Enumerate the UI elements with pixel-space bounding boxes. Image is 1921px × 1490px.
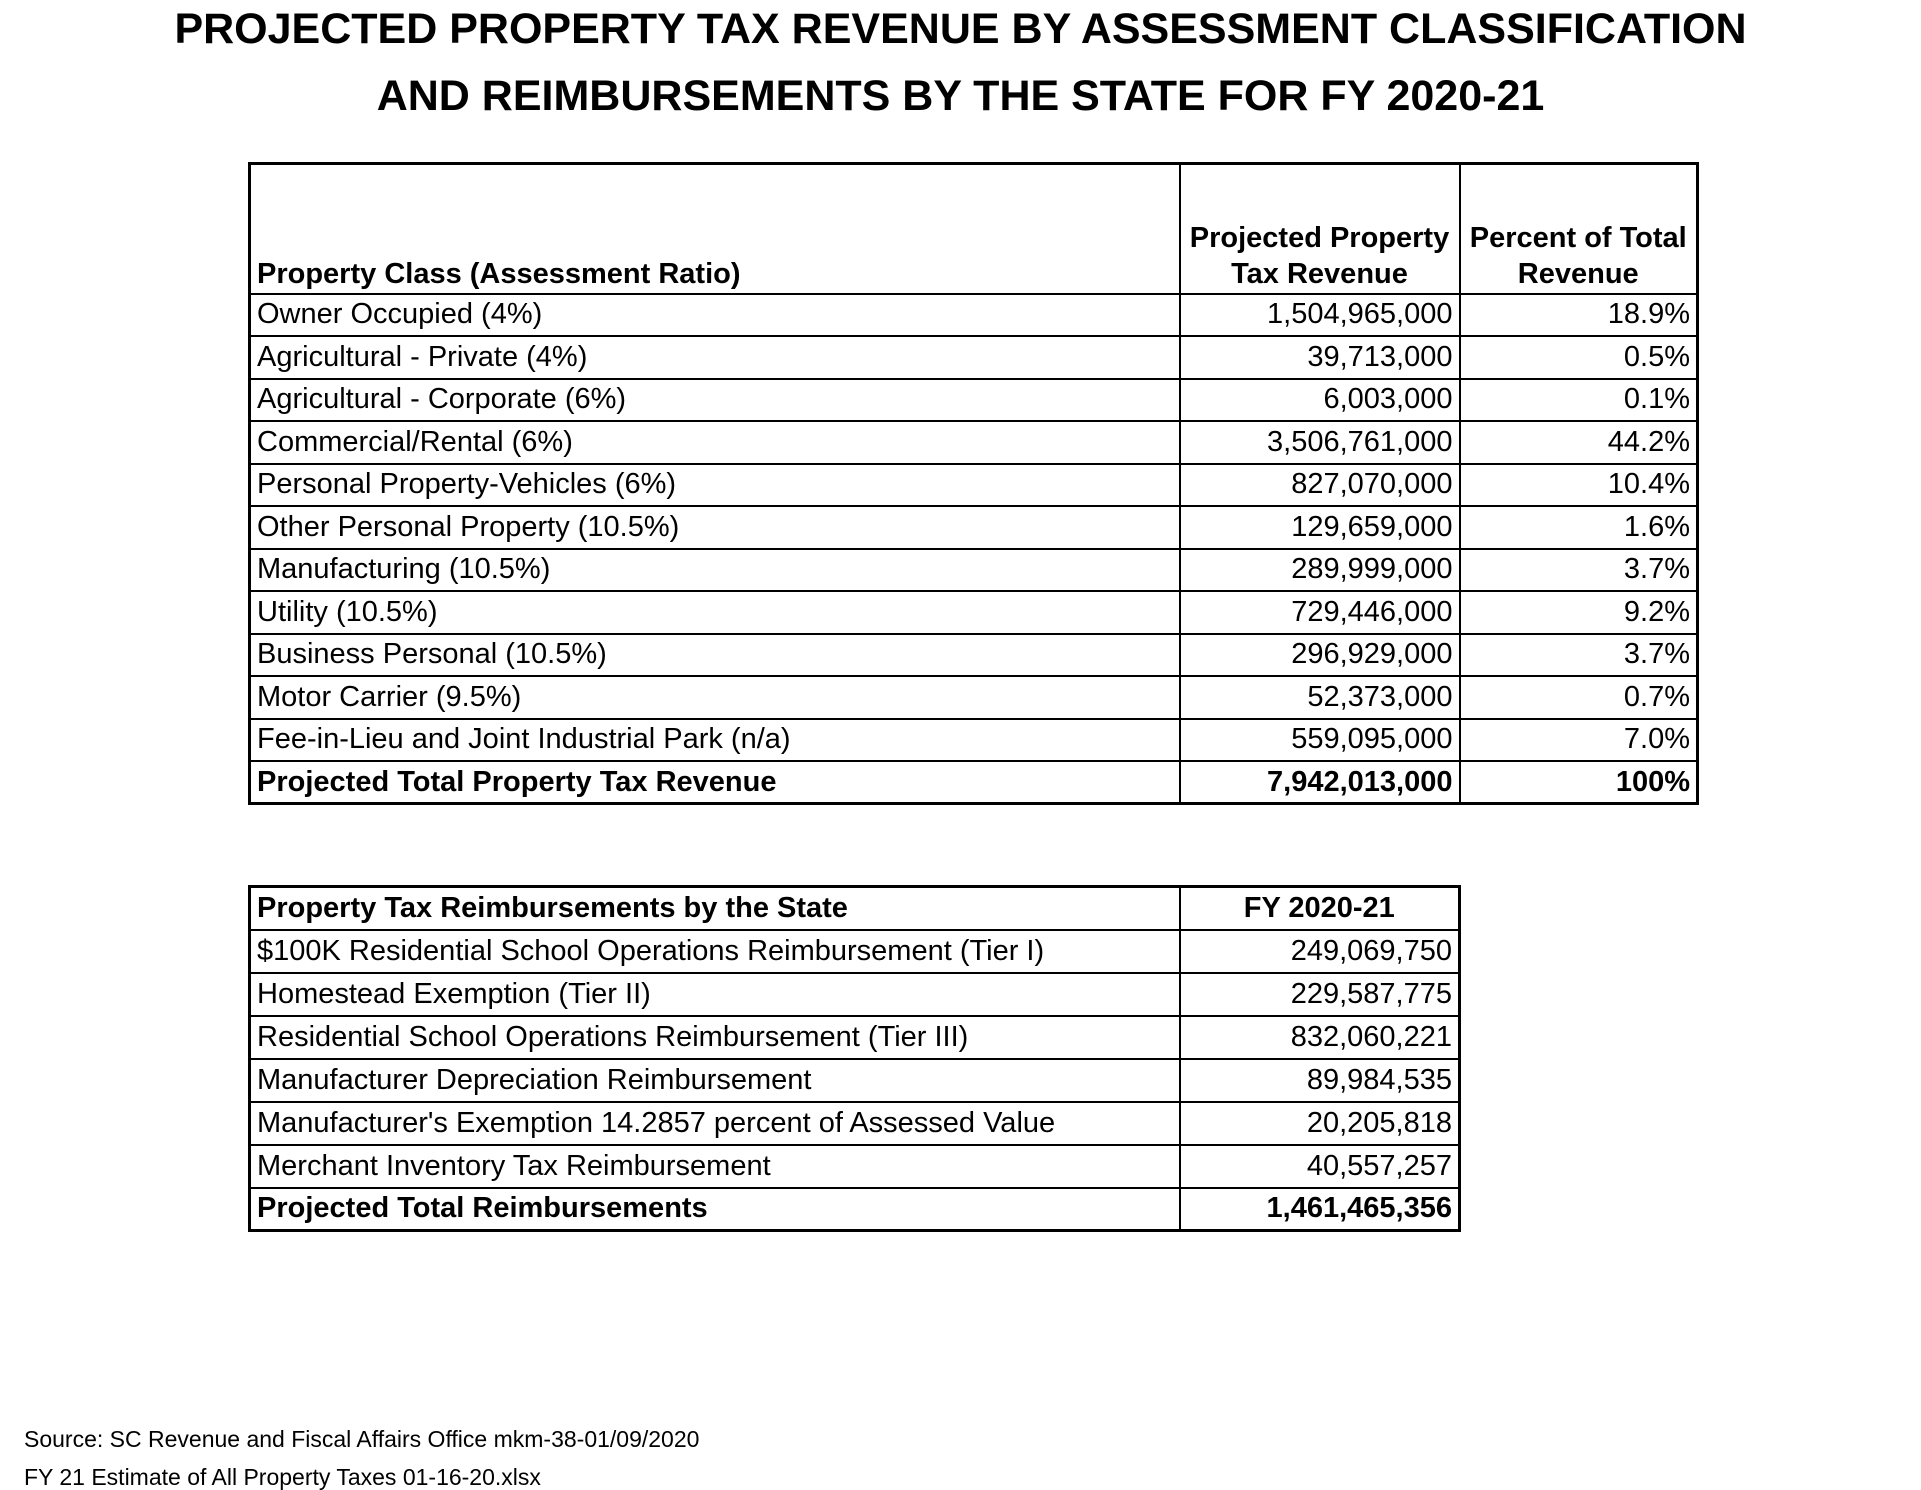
table-row bbox=[250, 336, 1698, 379]
table-row bbox=[250, 591, 1698, 634]
row-amount: 20,205,818 bbox=[1180, 1102, 1460, 1145]
row-revenue: 52,373,000 bbox=[1180, 676, 1460, 719]
table-row bbox=[250, 464, 1698, 507]
table-row bbox=[250, 421, 1698, 464]
row-revenue: 129,659,000 bbox=[1180, 506, 1460, 549]
row-class: Agricultural - Corporate (6%) bbox=[250, 379, 1180, 422]
row-amount: 89,984,535 bbox=[1180, 1059, 1460, 1102]
row-amount: 40,557,257 bbox=[1180, 1145, 1460, 1188]
header-percent-total-line2: Revenue bbox=[1517, 258, 1639, 291]
row-percent: 44.2% bbox=[1460, 421, 1698, 464]
row-percent: 0.1% bbox=[1460, 379, 1698, 422]
row-revenue: 559,095,000 bbox=[1180, 719, 1460, 762]
row-class: Business Personal (10.5%) bbox=[250, 634, 1180, 677]
header-reimbursement-item: Property Tax Reimbursements by the State bbox=[250, 887, 1180, 930]
total-label: Projected Total Reimbursements bbox=[250, 1188, 1180, 1231]
row-revenue: 39,713,000 bbox=[1180, 336, 1460, 379]
total-percent: 100% bbox=[1460, 761, 1698, 804]
row-revenue: 3,506,761,000 bbox=[1180, 421, 1460, 464]
title-line-2: AND REIMBURSEMENTS BY THE STATE FOR FY 2020-21 bbox=[376, 72, 1545, 120]
row-percent: 1.6% bbox=[1460, 506, 1698, 549]
row-item: Manufacturer's Exemption 14.2857 percent of Assessed Value bbox=[250, 1102, 1180, 1145]
row-amount: 229,587,775 bbox=[1180, 973, 1460, 1016]
table-row bbox=[250, 973, 1460, 1016]
table-row bbox=[250, 676, 1698, 719]
row-revenue: 827,070,000 bbox=[1180, 464, 1460, 507]
header-fiscal-year: FY 2020-21 bbox=[1180, 887, 1460, 930]
header-percent-total bbox=[1460, 164, 1698, 294]
header-projected-revenue bbox=[1180, 164, 1460, 294]
file-name-note: FY 21 Estimate of All Property Taxes 01-16-20.xlsx bbox=[24, 1464, 541, 1490]
revenue-table bbox=[248, 162, 1699, 805]
row-percent: 3.7% bbox=[1460, 634, 1698, 677]
row-item: Merchant Inventory Tax Reimbursement bbox=[250, 1145, 1180, 1188]
row-percent: 0.5% bbox=[1460, 336, 1698, 379]
row-revenue: 1,504,965,000 bbox=[1180, 294, 1460, 337]
total-amount: 1,461,465,356 bbox=[1180, 1188, 1460, 1231]
table-row bbox=[250, 1059, 1460, 1102]
table-row bbox=[250, 549, 1698, 592]
reimbursement-table bbox=[248, 885, 1461, 1232]
row-revenue: 296,929,000 bbox=[1180, 634, 1460, 677]
total-row bbox=[250, 1188, 1460, 1231]
header-property-class: Property Class (Assessment Ratio) bbox=[250, 164, 1180, 294]
row-item: Homestead Exemption (Tier II) bbox=[250, 973, 1180, 1016]
row-revenue: 729,446,000 bbox=[1180, 591, 1460, 634]
table-row bbox=[250, 294, 1698, 337]
row-item: Residential School Operations Reimbursement (Tier III) bbox=[250, 1016, 1180, 1059]
total-label: Projected Total Property Tax Revenue bbox=[250, 761, 1180, 804]
row-class: Manufacturing (10.5%) bbox=[250, 549, 1180, 592]
row-class: Motor Carrier (9.5%) bbox=[250, 676, 1180, 719]
table-row bbox=[250, 634, 1698, 677]
table-row bbox=[250, 1102, 1460, 1145]
row-percent: 3.7% bbox=[1460, 549, 1698, 592]
row-class: Fee-in-Lieu and Joint Industrial Park (n/a) bbox=[250, 719, 1180, 762]
row-class: Utility (10.5%) bbox=[250, 591, 1180, 634]
table-row bbox=[250, 719, 1698, 762]
row-amount: 832,060,221 bbox=[1180, 1016, 1460, 1059]
title-line-1: PROJECTED PROPERTY TAX REVENUE BY ASSESSMENT CLASSIFICATION bbox=[174, 5, 1747, 53]
table-row bbox=[250, 379, 1698, 422]
row-class: Commercial/Rental (6%) bbox=[250, 421, 1180, 464]
table-row bbox=[250, 1016, 1460, 1059]
row-item: $100K Residential School Operations Reimbursement (Tier I) bbox=[250, 930, 1180, 973]
row-percent: 0.7% bbox=[1460, 676, 1698, 719]
row-class: Personal Property-Vehicles (6%) bbox=[250, 464, 1180, 507]
row-revenue: 289,999,000 bbox=[1180, 549, 1460, 592]
total-row bbox=[250, 761, 1698, 804]
row-class: Owner Occupied (4%) bbox=[250, 294, 1180, 337]
row-percent: 7.0% bbox=[1460, 719, 1698, 762]
header-projected-revenue-line1: Projected Property bbox=[1189, 222, 1450, 254]
row-percent: 18.9% bbox=[1460, 294, 1698, 337]
row-item: Manufacturer Depreciation Reimbursement bbox=[250, 1059, 1180, 1102]
source-note: Source: SC Revenue and Fiscal Affairs Office mkm-38-01/09/2020 bbox=[24, 1426, 700, 1452]
table-row bbox=[250, 1145, 1460, 1188]
header-percent-total-line1: Percent of Total bbox=[1469, 222, 1687, 254]
reimbursement-header-row bbox=[250, 887, 1460, 930]
row-percent: 10.4% bbox=[1460, 464, 1698, 507]
row-percent: 9.2% bbox=[1460, 591, 1698, 634]
total-revenue: 7,942,013,000 bbox=[1180, 761, 1460, 804]
row-class: Agricultural - Private (4%) bbox=[250, 336, 1180, 379]
revenue-header-row bbox=[250, 164, 1698, 294]
row-revenue: 6,003,000 bbox=[1180, 379, 1460, 422]
row-class: Other Personal Property (10.5%) bbox=[250, 506, 1180, 549]
table-row bbox=[250, 930, 1460, 973]
header-projected-revenue-line2: Tax Revenue bbox=[1231, 258, 1408, 291]
row-amount: 249,069,750 bbox=[1180, 930, 1460, 973]
table-row bbox=[250, 506, 1698, 549]
